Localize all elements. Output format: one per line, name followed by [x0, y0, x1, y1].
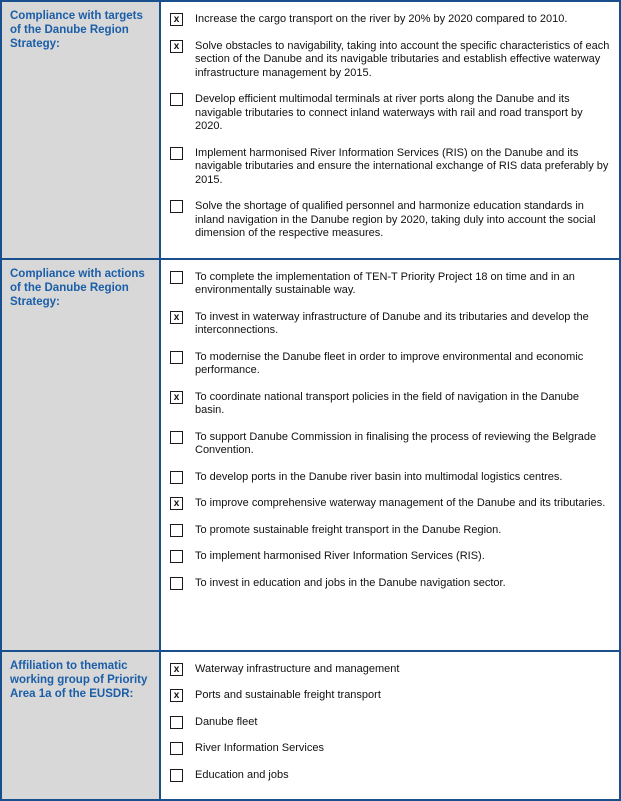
checkbox[interactable]	[170, 93, 183, 106]
checklist-item-text: Solve the shortage of qualified personnel and harmonize education standards in inland navigation in the Danube region by 2020, taking duly into account the social dimension of the respective measures.	[195, 200, 596, 239]
checkbox[interactable]	[170, 200, 183, 213]
checklist-item	[170, 471, 611, 485]
table-row	[2, 258, 619, 650]
checklist-item	[170, 524, 611, 538]
checkbox-checked[interactable]: x	[170, 663, 183, 676]
checklist-item	[170, 271, 611, 298]
checkbox-checked[interactable]: x	[170, 391, 183, 404]
checklist-item-text: Develop efficient multimodal terminals at river ports along the Danube and its navigable tributaries to connect inland waterways with rail and road transport by 2020.	[195, 93, 583, 132]
checkbox[interactable]	[170, 147, 183, 160]
checkbox-checked[interactable]: x	[170, 40, 183, 53]
checklist-item-text: Ports and sustainable freight transport	[195, 689, 381, 701]
checklist-item	[170, 311, 611, 338]
checklist-item	[170, 351, 611, 378]
checkbox[interactable]	[170, 742, 183, 755]
checklist-item-text: Education and jobs	[195, 768, 289, 781]
checklist-item	[170, 497, 611, 511]
checklist-item	[170, 769, 611, 783]
table-row	[2, 650, 619, 800]
checklist-item	[170, 147, 611, 188]
checklist-item-text: River Information Services	[195, 742, 324, 754]
checklist-item	[170, 577, 611, 591]
checkbox[interactable]	[170, 351, 183, 364]
checkbox-checked[interactable]: x	[170, 689, 183, 702]
checkbox[interactable]	[170, 524, 183, 537]
row-label: Compliance with targets of the Danube Region Strategy:	[2, 2, 161, 258]
checkbox[interactable]	[170, 769, 183, 782]
checklist-item	[170, 689, 611, 703]
checklist-item-text: To complete the implementation of TEN-T Priority Project 18 on time and in an environmentally sustainable way.	[195, 270, 575, 296]
checklist-item	[170, 663, 611, 677]
checklist-item-text: To modernise the Danube fleet in order to improve environmental and economic performance.	[195, 350, 584, 376]
checkbox-checked[interactable]: x	[170, 311, 183, 324]
row-items	[161, 652, 619, 800]
checkbox-checked[interactable]: x	[170, 497, 183, 510]
checkbox-checked[interactable]: x	[170, 13, 183, 26]
checklist-item	[170, 391, 611, 418]
checklist-item-text: To promote sustainable freight transport in the Danube Region.	[195, 523, 502, 536]
checklist-item-text: Solve obstacles to navigability, taking into account the specific characteristics of each section of the Danube and its navigable tributaries and establish effective waterway infrastructure management by 2015.	[195, 39, 610, 79]
checklist-item-text: To develop ports in the Danube river basin into multimodal logistics centres.	[195, 470, 563, 483]
checklist-item-text: To invest in education and jobs in the Danube navigation sector.	[195, 576, 506, 589]
checklist-item-text: To coordinate national transport policies in the field of navigation in the Danube basin.	[195, 390, 580, 416]
checkbox[interactable]	[170, 271, 183, 284]
checklist-item	[170, 431, 611, 458]
checklist-item-text: To improve comprehensive waterway management of the Danube and its tributaries.	[195, 497, 606, 509]
row-items	[161, 260, 619, 650]
checklist-item-text: Increase the cargo transport on the river by 20% by 2020 compared to 2010.	[195, 13, 568, 25]
checkbox[interactable]	[170, 471, 183, 484]
checklist-item-text: To invest in waterway infrastructure of Danube and its tributaries and develop the interconnections.	[195, 310, 589, 336]
checklist-item-text: Danube fleet	[195, 715, 258, 728]
row-label: Affiliation to thematic working group of Priority Area 1a of the EUSDR:	[2, 652, 161, 800]
checklist-item	[170, 200, 611, 241]
checklist-item-text: Implement harmonised River Information Services (RIS) on the Danube and its navigable tributaries and ensure the international exchange of RIS data preferably by 2015.	[195, 146, 609, 186]
checklist-item-text: Waterway infrastructure and management	[195, 662, 400, 675]
checkbox[interactable]	[170, 550, 183, 563]
checklist-item	[170, 550, 611, 564]
checklist-item	[170, 13, 611, 27]
checklist-item	[170, 742, 611, 756]
row-items	[161, 2, 619, 258]
checklist-item-text: To implement harmonised River Information Services (RIS).	[195, 550, 485, 562]
checkbox[interactable]	[170, 577, 183, 590]
checklist-item-text: To support Danube Commission in finalising the process of reviewing the Belgrade Convention.	[195, 430, 597, 456]
table-row	[2, 2, 619, 258]
checklist-item	[170, 93, 611, 134]
checklist-item	[170, 716, 611, 730]
checkbox[interactable]	[170, 716, 183, 729]
row-label: Compliance with actions of the Danube Region Strategy:	[2, 260, 161, 650]
checkbox[interactable]	[170, 431, 183, 444]
checklist-item	[170, 40, 611, 81]
